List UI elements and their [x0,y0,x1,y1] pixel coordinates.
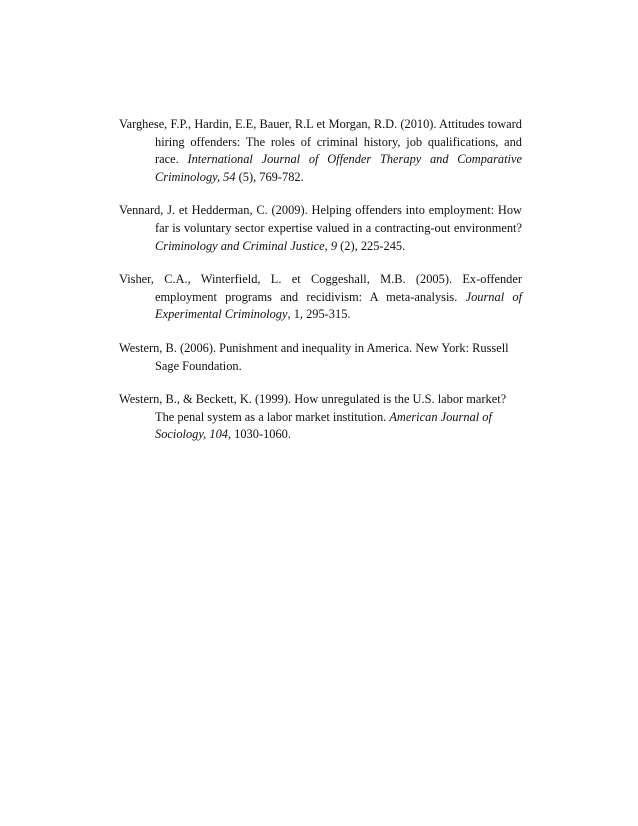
reference-details: , 1, 295-315. [287,307,351,322]
reference-entry [119,116,522,186]
reference-entry [119,340,522,375]
reference-authors: Western, B. (2006). [119,340,217,355]
reference-authors: Varghese, F.P., Hardin, E.E, Bauer, R.L et Morgan, R.D. (2010). [119,117,437,131]
reference-journal: American Journal of Sociology, 104 [155,409,492,442]
reference-authors: Western, B., & Beckett, K. (1999). [119,392,292,407]
reference-title: Attitudes toward hiring offenders: The roles of criminal history, job qualifications, and race. [155,117,522,167]
reference-journal: International Journal of Offender Therapy and Comparative Criminology, 54 [155,152,522,184]
reference-authors: Vennard, J. et Hedderman, C. (2009). [119,203,308,218]
reference-authors: Visher, C.A., Winterfield, L. et Coggeshall, M.B. (2005). [119,272,453,287]
reference-list [119,116,522,460]
reference-title: How unregulated is the U.S. labor market? The penal system as a labor market institution. [155,392,507,424]
reference-journal: Journal of Experimental Criminology [155,289,523,322]
reference-title: Helping offenders into employment: How far is voluntary sector expertise valued in a contracting-out environment? [155,203,522,235]
reference-entry [119,391,522,444]
reference-entry [119,271,522,324]
reference-journal: Criminology and Criminal Justice, 9 [155,238,338,253]
reference-details: (2), 225-245. [337,238,406,253]
reference-details: (5), 769-782. [235,169,304,184]
reference-title: Punishment and inequality in America. New York: Russell Sage Foundation. [155,340,509,373]
reference-details: , 1030-1060. [227,427,291,442]
reference-title: Ex-offender employment programs and recidivism: A meta-analysis. [155,272,522,304]
reference-entry [119,202,522,255]
